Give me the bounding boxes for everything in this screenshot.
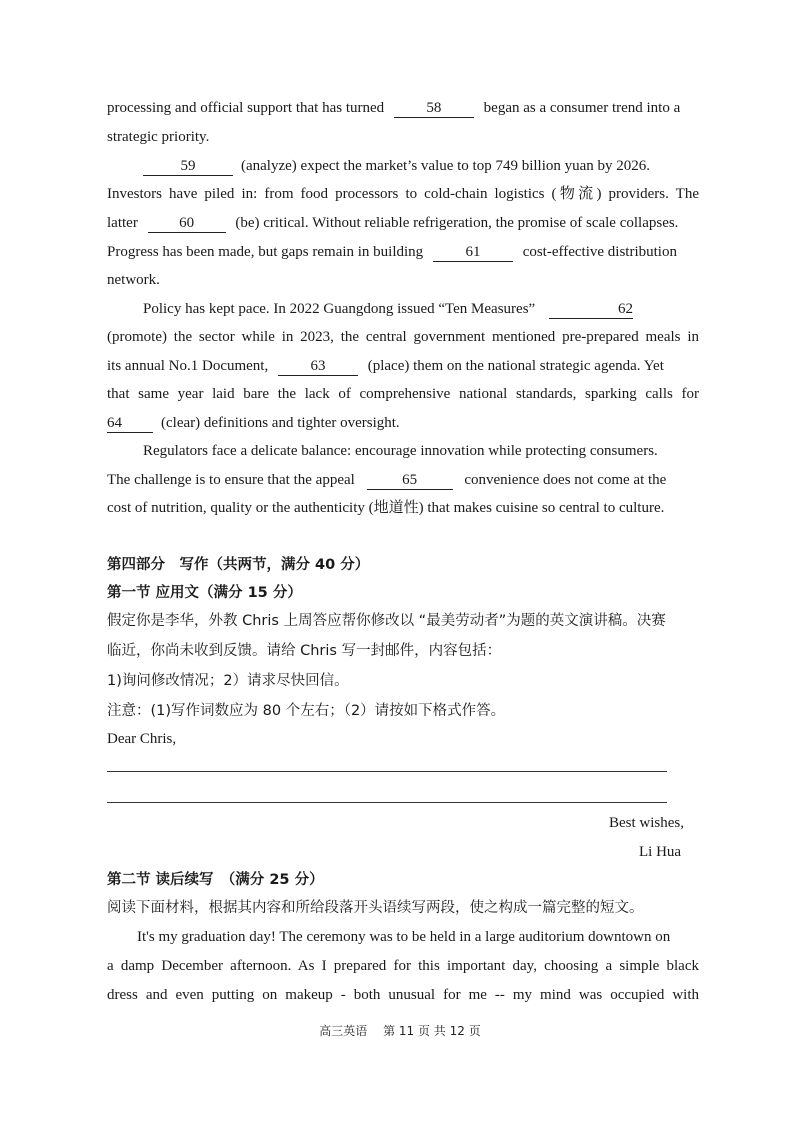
task-text: 1)询问修改情况；2）请求尽快回信。 [107,673,349,689]
blank-65[interactable]: 65 [367,472,453,490]
blank-62[interactable]: 62 [549,301,633,319]
passage-line: (promote) the sector while in 2023, the central government mentioned pre-prepared meals in [107,329,699,345]
passage-line [107,413,699,433]
answer-line[interactable] [107,802,667,803]
passage-line [107,213,699,233]
answer-line[interactable] [107,771,667,772]
blank-60[interactable]: 60 [148,215,226,233]
passage-line [107,98,699,118]
signature: Li Hua [639,844,682,860]
passage-text: (be) critical. Without reliable refrigeration, the promise of scale collapses. [235,215,679,231]
passage-line: network. [107,272,160,288]
passage-text: cost-effective distribution [522,244,677,260]
blank-64[interactable]: 64 [107,415,153,433]
passage-line [107,356,699,376]
task-text: 假定你是李华，外教 Chris 上周答应帮你修改以 “最美劳动者”为题的英文演讲稿。决赛 [107,613,666,629]
passage-text: Progress has been made, but gaps remain in building [107,244,424,260]
passage-text: (place) them on the national strategic agenda. Yet [367,358,664,374]
task-text: 注意：(1)写作词数应为 80 个左右；（2）请按如下格式作答。 [107,703,506,719]
passage-text: latter [107,215,138,231]
page-footer: 高三英语 第 11 页 共 12 页 [319,1024,481,1038]
passage-line [107,242,699,262]
passage-line: Investors have piled in: from food processors to cold-chain logistics (物流) providers. The [107,186,699,202]
passage-line: cost of nutrition, quality or the authenticity (地道性) that makes cuisine so central to culture. [107,500,665,516]
closing: Best wishes, [609,815,684,831]
passage-text: (analyze) expect the market’s value to top 749 billion yuan by 2026. [241,158,651,174]
task-text: 临近，你尚未收到反馈。请给 Chris 写一封邮件，内容包括： [107,643,502,659]
passage-line [107,156,699,176]
section-title: 第二节 读后续写 （满分 25 分） [107,872,324,888]
passage-text: convenience does not come at the [464,472,667,488]
passage-text: Regulators face a delicate balance: encourage innovation while protecting consumers. [143,443,658,459]
passage-line [107,299,699,319]
story-line [107,927,699,947]
passage-text: began as a consumer trend into a [483,100,681,116]
story-text: It's my graduation day! The ceremony was to be held in a large auditorium downtown on [137,929,671,945]
task-text: 阅读下面材料，根据其内容和所给段落开头语续写两段，使之构成一篇完整的短文。 [107,900,644,916]
passage-line [107,441,699,461]
passage-line: that same year laid bare the lack of comprehensive national standards, sparking calls for [107,386,699,402]
part-title: 第四部分 写作（共两节，满分 40 分） [107,557,370,573]
greeting: Dear Chris, [107,731,177,747]
blank-61[interactable]: 61 [433,244,513,262]
blank-58[interactable]: 58 [394,100,474,118]
section-title: 第一节 应用文（满分 15 分） [107,585,302,601]
passage-text: The challenge is to ensure that the appeal [107,472,355,488]
passage-line [107,470,699,490]
blank-59[interactable]: 59 [143,158,233,176]
story-line: a damp December afternoon. As I prepared for this important day, choosing a simple black [107,958,699,974]
passage-text: its annual No.1 Document, [107,358,269,374]
blank-63[interactable]: 63 [278,358,358,376]
story-line: dress and even putting on makeup - both unusual for me -- my mind was occupied with [107,987,699,1003]
passage-text: Policy has kept pace. In 2022 Guangdong issued “Ten Measures” [143,301,536,317]
passage-line: strategic priority. [107,129,210,145]
passage-text: processing and official support that has turned [107,100,385,116]
passage-text: (clear) definitions and tighter oversight. [161,415,400,431]
